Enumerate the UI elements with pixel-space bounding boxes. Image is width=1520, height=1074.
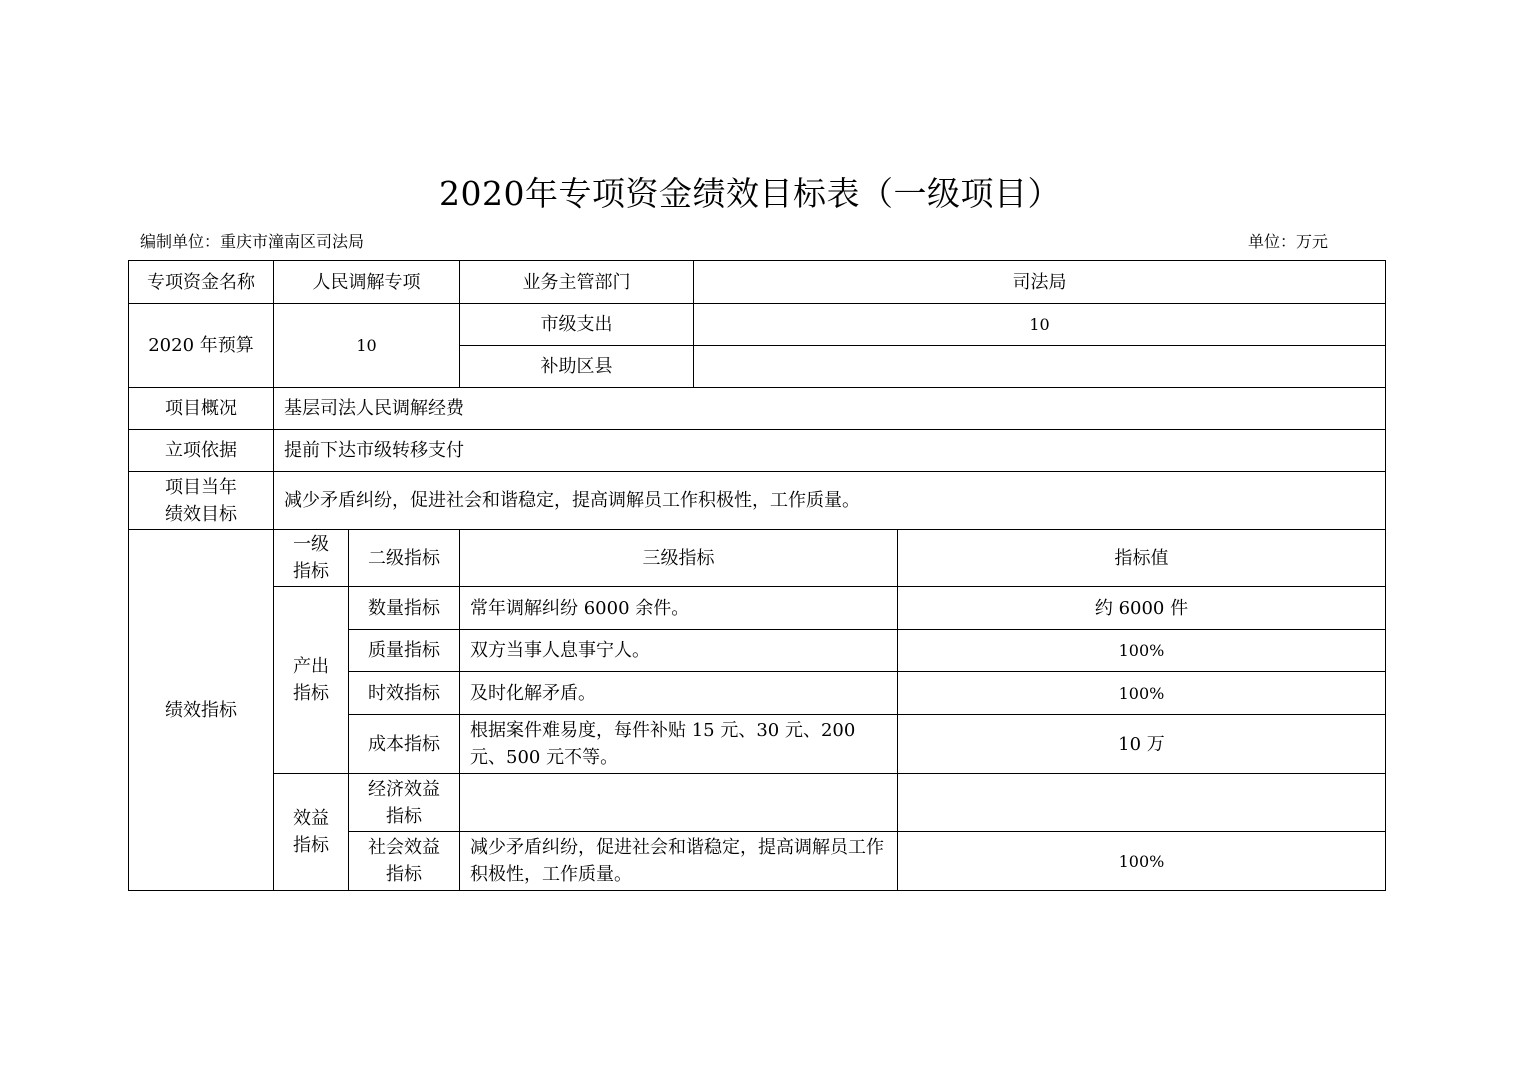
row-level3: [460, 774, 898, 832]
row-value: [898, 774, 1386, 832]
perf-label: 绩效指标: [129, 530, 274, 891]
header-value: 指标值: [898, 530, 1386, 587]
compiler-unit: 编制单位：重庆市潼南区司法局: [140, 232, 365, 251]
output-group: 产出指标: [274, 587, 349, 774]
row-value: 100%: [898, 832, 1386, 891]
goal-label: 项目当年绩效目标: [129, 472, 274, 530]
header-level3: 三级指标: [460, 530, 898, 587]
row-value: 10 万: [898, 715, 1386, 774]
row-level3: 双方当事人息事宁人。: [460, 630, 898, 672]
row-level3: 根据案件难易度，每件补贴 15 元、30 元、200 元、500 元不等。: [460, 715, 898, 774]
budget-value: 10: [274, 304, 460, 388]
header-level2: 二级指标: [349, 530, 460, 587]
row-level2: 社会效益指标: [349, 832, 460, 891]
basis-value: 提前下达市级转移支付: [274, 430, 1386, 472]
subsidy-value: [694, 346, 1386, 388]
benefit-group: 效益指标: [274, 774, 349, 891]
overview-label: 项目概况: [129, 388, 274, 430]
basis-label: 立项依据: [129, 430, 274, 472]
row-value: 100%: [898, 672, 1386, 715]
page-title: 2020年专项资金绩效目标表（一级项目）: [439, 174, 1061, 213]
row-level2: 经济效益指标: [349, 774, 460, 832]
row-level2: 成本指标: [349, 715, 460, 774]
table-row: [129, 774, 1386, 832]
overview-value: 基层司法人民调解经费: [274, 388, 1386, 430]
row-level3: 减少矛盾纠纷，促进社会和谐稳定，提高调解员工作积极性，工作质量。: [460, 832, 898, 891]
table-row: [129, 530, 1386, 587]
currency-unit: 单位：万元: [1248, 232, 1329, 251]
table-row: [129, 304, 1386, 346]
row-level2: 质量指标: [349, 630, 460, 672]
table-row: [129, 261, 1386, 304]
table-row: [129, 388, 1386, 430]
city-label: 市级支出: [460, 304, 694, 346]
city-value: 10: [694, 304, 1386, 346]
table-row: [129, 587, 1386, 630]
budget-label: 2020 年预算: [129, 304, 274, 388]
row-level3: 常年调解纠纷 6000 余件。: [460, 587, 898, 630]
subsidy-label: 补助区县: [460, 346, 694, 388]
row-level3: 及时化解矛盾。: [460, 672, 898, 715]
fund-name-label: 专项资金名称: [129, 261, 274, 304]
fund-name-value: 人民调解专项: [274, 261, 460, 304]
row-level2: 时效指标: [349, 672, 460, 715]
table-row: [129, 472, 1386, 530]
header-level1: 一级指标: [274, 530, 349, 587]
performance-table: [128, 260, 1386, 891]
dept-value: 司法局: [694, 261, 1386, 304]
table-row: [129, 430, 1386, 472]
goal-value: 减少矛盾纠纷，促进社会和谐稳定，提高调解员工作积极性，工作质量。: [274, 472, 1386, 530]
row-level2: 数量指标: [349, 587, 460, 630]
dept-label: 业务主管部门: [460, 261, 694, 304]
row-value: 100%: [898, 630, 1386, 672]
row-value: 约 6000 件: [898, 587, 1386, 630]
